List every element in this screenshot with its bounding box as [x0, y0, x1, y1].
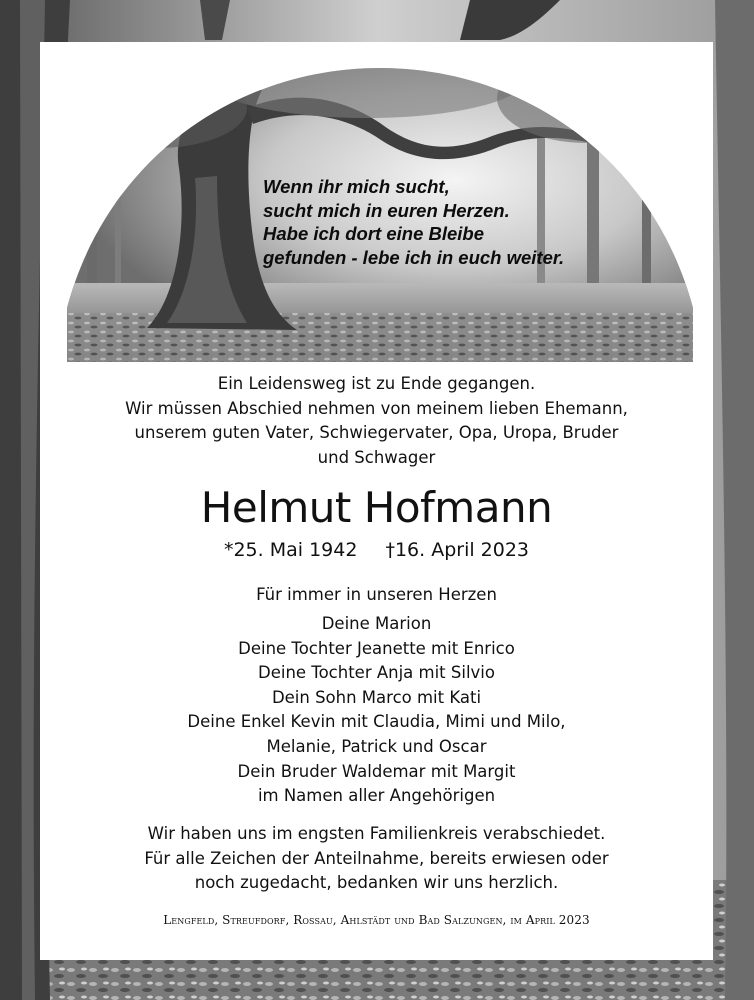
mourner-line: Melanie, Patrick und Oscar: [266, 736, 487, 756]
mourner-line: im Namen aller Angehörigen: [257, 786, 496, 806]
closing-line: noch zugedacht, bedanken wir uns herzlich.: [194, 873, 559, 892]
intro-line: und Schwager: [317, 447, 436, 467]
obituary-card: [40, 42, 713, 960]
mourner-line: Dein Sohn Marco mit Kati: [271, 687, 482, 707]
quote-line: sucht mich in euren Herzen.: [263, 199, 510, 221]
mourner-line: Dein Bruder Waldemar mit Margit: [237, 761, 516, 781]
memorial-quote: [263, 175, 663, 269]
intro-line: Wir müssen Abschied nehmen von meinem lieben Ehemann,: [125, 398, 628, 418]
mourner-line: Deine Tochter Anja mit Silvio: [258, 663, 495, 683]
mourner-line: Deine Enkel Kevin mit Claudia, Mimi und Milo,: [187, 712, 566, 732]
closing-text: [40, 822, 713, 896]
deceased-name: Helmut Hofmann: [200, 483, 553, 532]
announcement-intro: [40, 372, 713, 470]
quote-line: Habe ich dort eine Bleibe: [263, 223, 485, 244]
mourners-list: [40, 612, 713, 809]
closing-line: Wir haben uns im engsten Familienkreis verabschiedet.: [147, 824, 606, 843]
memorial-motto: Für immer in unseren Herzen: [256, 585, 497, 604]
intro-line: unserem guten Vater, Schwiegervater, Opa, Uropa, Bruder: [134, 423, 619, 442]
intro-line: Ein Leidensweg ist zu Ende gegangen.: [217, 374, 536, 393]
life-dates: [40, 537, 713, 563]
quote-line: Wenn ihr mich sucht,: [263, 176, 450, 197]
mourner-line: Deine Tochter Jeanette mit Enrico: [238, 638, 515, 658]
closing-line: Für alle Zeichen der Anteilnahme, bereits erwiesen oder: [144, 848, 609, 868]
mourner-line: Deine Marion: [321, 614, 432, 633]
birth-date: *25. Mai 1942: [223, 539, 358, 561]
quote-line: gefunden - lebe ich in euch weiter.: [263, 246, 565, 268]
death-date: †16. April 2023: [385, 539, 530, 561]
place-and-date-footer: Lengfeld, Streufdorf, Rossau, Ahlstädt und Bad Salzungen, im April 2023: [163, 913, 590, 927]
